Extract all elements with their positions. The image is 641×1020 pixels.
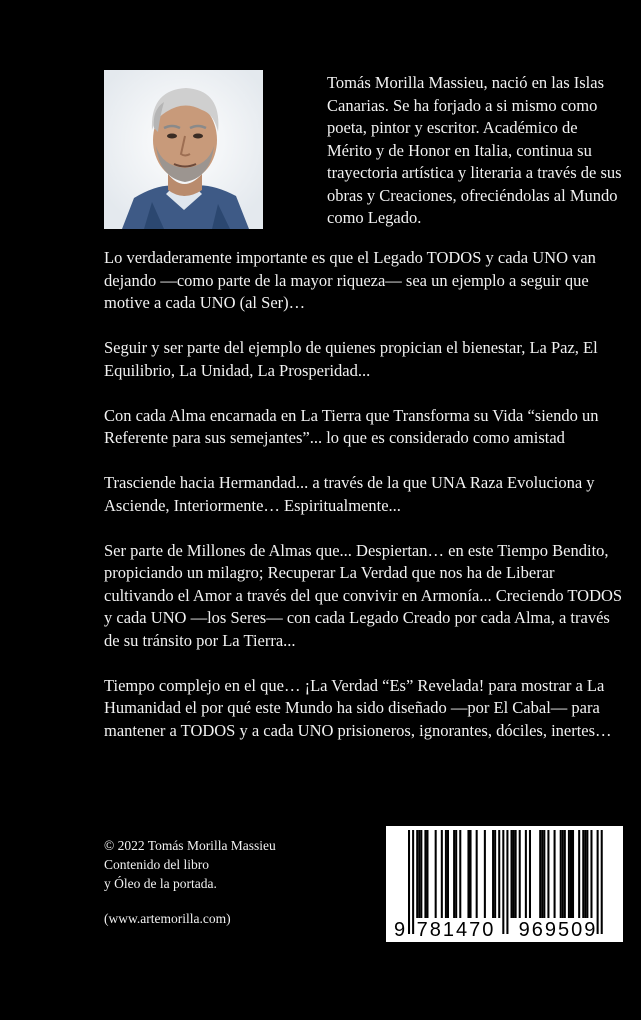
- barcode-bar: [476, 830, 478, 918]
- barcode-bar: [498, 830, 500, 918]
- isbn-barcode: [386, 826, 623, 942]
- barcode-bar: [572, 830, 574, 918]
- barcode-bar: [420, 830, 422, 918]
- copyright-line: © 2022 Tomás Morilla Massieu: [104, 838, 276, 853]
- barcode-bar: [513, 830, 515, 918]
- barcode-bar: [570, 830, 572, 918]
- paragraph: Tiempo complejo en el que… ¡La Verdad “Es” Revelada! para mostrar a La Humanidad el por qué este Mundo ha sido diseñado —por El Cabal— para mantener a TODOS y a cada UNO prisioneros, ignorantes, dóciles, inertes…: [104, 675, 612, 740]
- barcode-bar: [412, 830, 414, 934]
- barcode-bar: [560, 830, 562, 918]
- author-bio: Tomás Morilla Massieu, nació en las Islas Canarias. Se ha forjado a si mismo como poeta, pintor y escritor. Académico de Mérito y de Honor en Italia, continua su trayectoria artística y literaria a través de sus obras y Creaciones, ofreciéndolas al Mundo como Legado.: [327, 73, 622, 227]
- copyright-notice: [104, 836, 364, 893]
- barcode-bar: [470, 830, 472, 918]
- barcode-bar: [543, 830, 545, 918]
- barcode-bar: [584, 830, 586, 918]
- barcode-bar: [554, 830, 556, 918]
- barcode-bar: [541, 830, 543, 918]
- copyright-line: y Óleo de la portada.: [104, 876, 217, 891]
- barcode-bar: [564, 830, 566, 918]
- barcode-bar: [519, 830, 521, 918]
- website-link[interactable]: (www.artemorilla.com): [104, 911, 231, 926]
- barcode-bar: [445, 830, 447, 918]
- paragraph: Ser parte de Millones de Almas que... Despiertan… en este Tiempo Bendito, propiciando un milagro; Recuperar La Verdad que nos ha de Liberar cultivando el Amor a través del que convivir en Armonía... Creciendo TODOS y cada UNO —los Seres— con cada Legado Creado por cada Alma, a través de su tránsito por La Tierra...: [104, 540, 623, 650]
- paragraph: Trasciende hacia Hermandad... a través de la que UNA Raza Evoluciona y Asciende, Interiormente… Espiritualmente...: [104, 473, 595, 515]
- barcode-bar: [435, 830, 437, 918]
- barcode-bar: [426, 830, 428, 918]
- paragraph: Seguir y ser parte del ejemplo de quienes propician el bienestar, La Paz, El Equilibrio, La Unidad, La Prosperidad...: [104, 338, 598, 380]
- back-cover-text: [104, 247, 624, 765]
- barcode-bar: [506, 830, 508, 934]
- barcode-digits-left: 781470: [416, 919, 496, 941]
- barcode-digits-right: 969509: [518, 919, 598, 941]
- barcode-bar: [484, 830, 486, 918]
- barcode-bar: [511, 830, 513, 918]
- paragraph: Lo verdaderamente importante es que el Legado TODOS y cada UNO van dejando —como parte de la mayor riqueza— sea un ejemplo a seguir que motive a cada UNO (al Ser)…: [104, 248, 596, 312]
- author-photo: [104, 70, 263, 229]
- barcode-bar: [529, 830, 531, 918]
- paragraph: Con cada Alma encarnada en La Tierra que Transforma su Vida “siendo un Referente para sus semejantes”... lo que es considerado como amistad: [104, 405, 599, 447]
- barcode-bar: [568, 830, 570, 918]
- barcode-bar: [453, 830, 455, 918]
- barcode-bar: [590, 830, 592, 918]
- barcode-bar: [582, 830, 584, 918]
- barcode-bar: [441, 830, 443, 918]
- barcode-bar: [459, 830, 461, 918]
- barcode-bar: [455, 830, 457, 918]
- barcode-bar: [539, 830, 541, 918]
- barcode-bar: [416, 830, 418, 918]
- copyright-line: Contenido del libro: [104, 857, 209, 872]
- barcode-bar: [547, 830, 549, 918]
- barcode-bar: [408, 830, 410, 934]
- barcode-bar: [494, 830, 496, 918]
- barcode-bar: [601, 830, 603, 934]
- barcode-bar: [502, 830, 504, 934]
- barcode-bar: [447, 830, 449, 918]
- barcode-bar: [418, 830, 420, 918]
- barcode-bar: [467, 830, 469, 918]
- barcode-bar: [578, 830, 580, 918]
- barcode-bar: [515, 830, 517, 918]
- barcode-digit-first: 9: [394, 919, 406, 941]
- barcode-bar: [424, 830, 426, 918]
- barcode-bar: [586, 830, 588, 918]
- barcode-bar: [492, 830, 494, 918]
- barcode-bar: [525, 830, 527, 918]
- barcode-bar: [562, 830, 564, 918]
